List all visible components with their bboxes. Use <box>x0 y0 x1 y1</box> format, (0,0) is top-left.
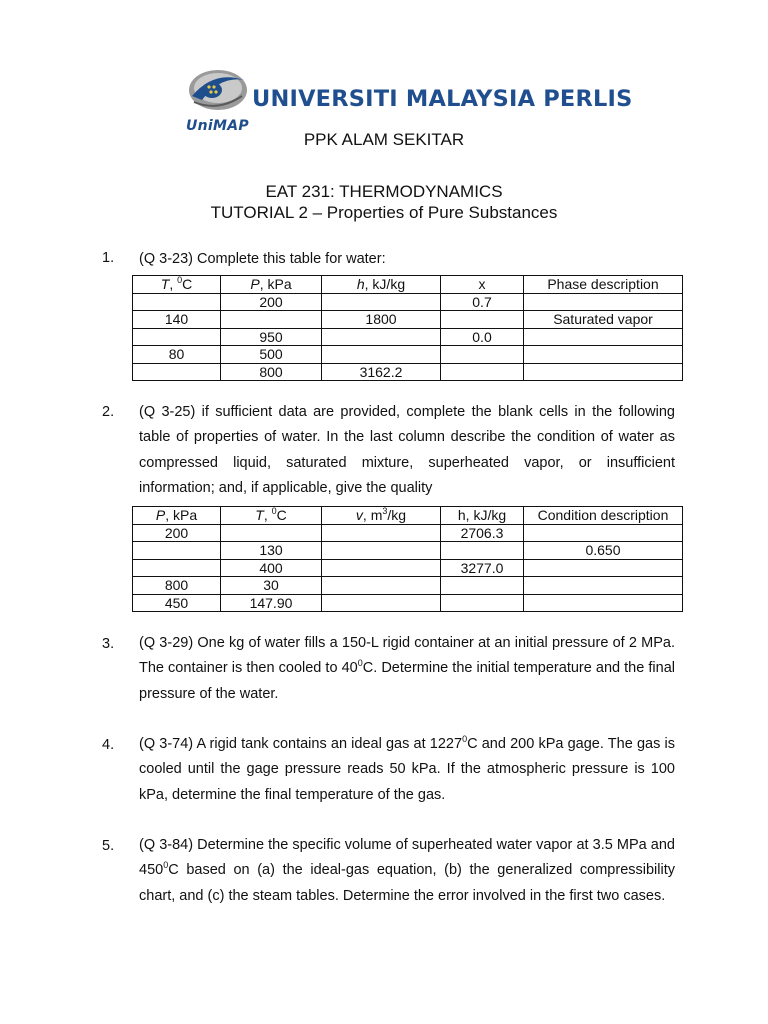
table-cell <box>322 328 441 346</box>
table-header-cell <box>524 507 683 525</box>
table-cell: 400 <box>221 559 322 577</box>
table-cell <box>524 524 683 542</box>
table-row <box>133 363 683 381</box>
table-cell: 3162.2 <box>322 363 441 381</box>
question-1-table <box>132 275 683 381</box>
table-header-cell <box>133 507 221 525</box>
table-cell: 2706.3 <box>441 524 524 542</box>
course-code-title: EAT 231: THERMODYNAMICS <box>265 182 503 201</box>
variable-symbol: T <box>160 276 170 292</box>
table-cell: 80 <box>133 346 221 364</box>
degree-superscript: 0 <box>357 658 363 669</box>
table-cell <box>133 363 221 381</box>
header-unit: C <box>276 507 287 523</box>
table-row <box>133 311 683 329</box>
table-row <box>133 346 683 364</box>
table-cell <box>322 559 441 577</box>
table-header-row <box>133 276 683 294</box>
question-4-text-part: C and 200 kPa gage. The gas is cooled until the gage pressure reads 50 kPa. If the atmospheric pressure is 100 kPa, determine the final temperature of the gas. <box>139 736 675 803</box>
table-header-cell <box>441 276 524 294</box>
question-5-text <box>139 833 675 909</box>
table-cell <box>441 594 524 612</box>
table-cell <box>322 577 441 595</box>
table-cell: 0.650 <box>524 542 683 560</box>
header-label: , <box>263 507 272 523</box>
header-label: , kPa <box>165 507 198 523</box>
table-row <box>133 293 683 311</box>
table-header-cell <box>322 507 441 525</box>
table-cell: 3277.0 <box>441 559 524 577</box>
question-5-text-part: C based on (a) the ideal-gas equation, (b) the generalized compressibility chart, and (c) the steam tables. Determine the error involved in the first two cases. <box>139 862 675 904</box>
table-cell <box>524 363 683 381</box>
table-row <box>133 594 683 612</box>
table-cell <box>524 328 683 346</box>
table-cell: 800 <box>221 363 322 381</box>
question-1-text: (Q 3-23) Complete this table for water: <box>139 251 386 267</box>
course-heading <box>0 181 768 223</box>
header-label: , kJ/kg <box>364 276 406 292</box>
header-label: , <box>169 276 178 292</box>
question-1-number: 1. <box>102 250 115 266</box>
university-name: UNIVERSITI MALAYSIA PERLIS <box>252 86 633 112</box>
table-cell: 0.0 <box>441 328 524 346</box>
degree-superscript: 0 <box>163 860 169 871</box>
table-header-row <box>133 507 683 525</box>
table-header-cell <box>133 276 221 294</box>
table-cell <box>524 293 683 311</box>
header-unit: /kg <box>387 507 407 523</box>
table-header-cell <box>322 276 441 294</box>
table-cell <box>322 542 441 560</box>
table-cell: 140 <box>133 311 221 329</box>
question-2-number: 2. <box>102 404 115 420</box>
question-4-number: 4. <box>102 737 115 753</box>
table-header-cell <box>524 276 683 294</box>
header-label: , m <box>362 507 383 523</box>
table-header-cell <box>441 507 524 525</box>
variable-symbol: v <box>355 507 363 523</box>
table-cell: 0.7 <box>441 293 524 311</box>
table-cell <box>133 559 221 577</box>
degree-superscript: 0 <box>462 734 468 744</box>
question-3-text-part: (Q 3-29) One kg of water fills a 150-L rigid container at an initial pressure of 2 MPa. The container is then cooled to 40 <box>139 635 675 677</box>
table-cell <box>524 346 683 364</box>
table-header-cell <box>221 507 322 525</box>
table-cell <box>133 293 221 311</box>
header-label: Condition description <box>537 507 669 523</box>
table-header-cell <box>221 276 322 294</box>
table-cell: 147.90 <box>221 594 322 612</box>
header-label: Phase description <box>547 276 659 292</box>
table-row <box>133 328 683 346</box>
question-3-text <box>139 631 675 707</box>
question-4-text-part: (Q 3-74) A rigid tank contains an ideal gas at 1227 <box>139 736 463 752</box>
table-cell: 950 <box>221 328 322 346</box>
header-superscript: 3 <box>382 506 388 516</box>
variable-symbol: P <box>155 507 166 523</box>
table-cell: 130 <box>221 542 322 560</box>
header-unit: C <box>182 276 193 292</box>
table-row <box>133 542 683 560</box>
table-cell <box>441 363 524 381</box>
table-cell <box>524 594 683 612</box>
table-cell: 1800 <box>322 311 441 329</box>
table-cell <box>221 311 322 329</box>
question-5-number: 5. <box>102 838 115 854</box>
question-3-number: 3. <box>102 636 115 652</box>
question-2-text: (Q 3-25) if sufficient data are provided, complete the blank cells in the following table of properties of water. In the last column describe the condition of water as compressed liquid, saturated mixture, superheated vapor, or insufficient information; and, if applicable, give the quality <box>139 404 675 496</box>
table-cell <box>133 542 221 560</box>
tutorial-title: TUTORIAL 2 – Properties of Pure Substances <box>210 203 558 222</box>
table-row <box>133 524 683 542</box>
header-label: x <box>478 276 486 292</box>
question-4-text <box>139 732 675 808</box>
table-cell <box>441 311 524 329</box>
header-superscript: 0 <box>271 506 277 516</box>
table-cell: 450 <box>133 594 221 612</box>
variable-symbol: P <box>250 276 260 292</box>
table-cell <box>133 328 221 346</box>
table-cell: Saturated vapor <box>524 311 683 329</box>
table-row <box>133 577 683 595</box>
table-cell <box>322 346 441 364</box>
table-cell <box>441 577 524 595</box>
variable-symbol: h <box>356 276 365 292</box>
question-2-table <box>132 506 683 612</box>
table-cell: 500 <box>221 346 322 364</box>
question-3-text-part: C. Determine the initial temperature and the final pressure of the water. <box>139 660 675 702</box>
table-cell <box>441 542 524 560</box>
question-5-text-part: (Q 3-84) Determine the specific volume of superheated water vapor at 3.5 MPa and 450 <box>139 837 675 879</box>
table-cell: 30 <box>221 577 322 595</box>
variable-symbol: T <box>255 507 264 523</box>
header-label: , kPa <box>259 276 292 292</box>
table-cell: 200 <box>221 293 322 311</box>
header-label: h, kJ/kg <box>457 507 507 523</box>
table-cell <box>322 293 441 311</box>
table-cell: 200 <box>133 524 221 542</box>
header-superscript: 0 <box>177 275 183 285</box>
table-cell <box>221 524 322 542</box>
table-cell <box>524 577 683 595</box>
table-cell <box>322 524 441 542</box>
department-title: PPK ALAM SEKITAR <box>303 130 465 149</box>
unimap-logo-text: UniMAP <box>186 118 249 134</box>
table-cell <box>441 346 524 364</box>
table-row <box>133 559 683 577</box>
table-cell: 800 <box>133 577 221 595</box>
unimap-emblem-icon <box>184 66 248 116</box>
table-cell <box>322 594 441 612</box>
table-cell <box>524 559 683 577</box>
